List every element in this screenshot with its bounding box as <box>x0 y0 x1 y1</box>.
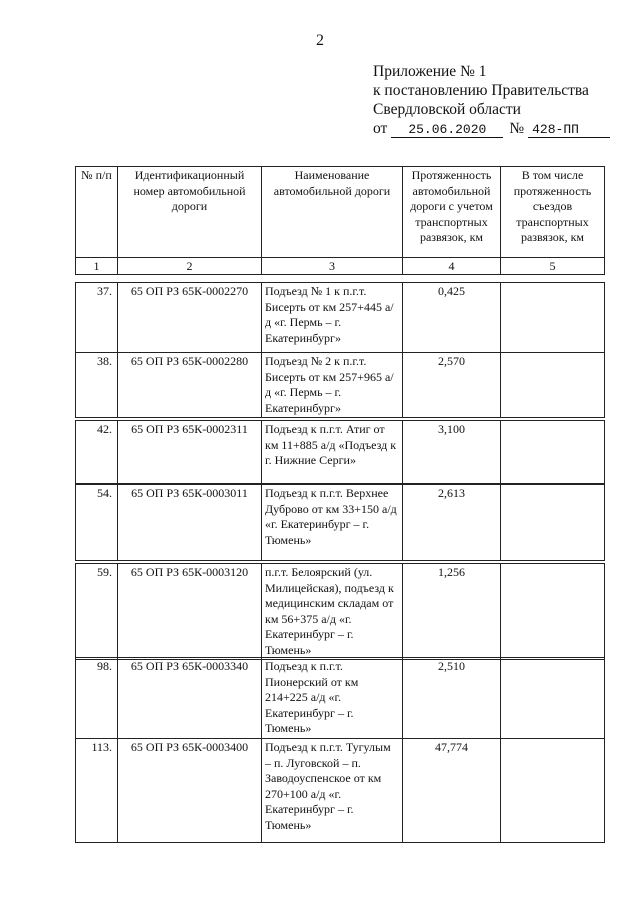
appendix-date-line <box>373 119 610 138</box>
table-row <box>76 564 605 660</box>
roads-table-block <box>75 563 605 660</box>
table-row <box>76 658 605 739</box>
road-length: 3,100 <box>403 421 501 484</box>
table-row <box>76 485 605 561</box>
road-id: 65 ОП РЗ 65К-0003120 <box>118 564 262 660</box>
road-length: 0,425 <box>403 283 501 353</box>
column-number: 2 <box>118 258 262 275</box>
from-label: от <box>373 120 388 137</box>
road-id: 65 ОП РЗ 65К-0003011 <box>118 485 262 561</box>
page-number: 2 <box>316 32 324 49</box>
row-number: 98. <box>76 658 118 739</box>
header-id: Идентификационный номер автомобильной дороги <box>118 167 262 258</box>
row-number: 54. <box>76 485 118 561</box>
column-number: 1 <box>76 258 118 275</box>
road-name: Подъезд к п.г.т. Атиг от км 11+885 а/д «Подъезд к г. Нижние Серги» <box>262 421 403 484</box>
road-name: Подъезд к п.г.т. Тугулым – п. Луговской – п. Заводоуспенское от км 270+100 а/д «г. Екатеринбург – г. Тюмень» <box>262 739 403 843</box>
header-num: № п/п <box>76 167 118 258</box>
appendix-resolution: к постановлению Правительства <box>373 82 589 99</box>
ramps-length <box>501 421 605 484</box>
road-length: 2,570 <box>403 353 501 418</box>
road-name: Подъезд к п.г.т. Верхнее Дуброво от км 33+150 а/д «г. Екатеринбург – г. Тюмень» <box>262 485 403 561</box>
resolution-number: 428-ПП <box>528 122 610 138</box>
header-name: Наименование автомобильной дороги <box>262 167 403 258</box>
road-id: 65 ОП РЗ 65К-0003400 <box>118 739 262 843</box>
table-row <box>76 283 605 353</box>
table-header-row <box>76 167 605 258</box>
roads-table-block <box>75 657 605 739</box>
road-length: 47,774 <box>403 739 501 843</box>
road-name: Подъезд № 1 к п.г.т. Бисерть от км 257+445 а/д «г. Пермь – г. Екатеринбург» <box>262 283 403 353</box>
road-name: п.г.т. Белоярский (ул. Милицейская), подъезд к медицинским складам от км 56+375 а/д «г. Екатеринбург – г. Тюмень» <box>262 564 403 660</box>
ramps-length <box>501 353 605 418</box>
ramps-length <box>501 564 605 660</box>
road-id: 65 ОП РЗ 65К-0002270 <box>118 283 262 353</box>
road-id: 65 ОП РЗ 65К-0002311 <box>118 421 262 484</box>
column-number: 4 <box>403 258 501 275</box>
row-number: 38. <box>76 353 118 418</box>
appendix-header <box>373 62 610 138</box>
table-row <box>76 353 605 418</box>
road-name: Подъезд № 2 к п.г.т. Бисерть от км 257+965 а/д «г. Пермь – г. Екатеринбург» <box>262 353 403 418</box>
appendix-region: Свердловской области <box>373 101 521 118</box>
header-ramps: В том числе протяженность съездов транспортных развязок, км <box>501 167 605 258</box>
row-number: 59. <box>76 564 118 660</box>
roads-table <box>75 166 605 275</box>
roads-table-block <box>75 484 605 561</box>
table-row <box>76 739 605 843</box>
roads-table-block <box>75 420 605 484</box>
ramps-length <box>501 283 605 353</box>
row-number: 42. <box>76 421 118 484</box>
number-label: № <box>509 120 525 137</box>
road-length: 1,256 <box>403 564 501 660</box>
road-id: 65 ОП РЗ 65К-0003340 <box>118 658 262 739</box>
row-number: 37. <box>76 283 118 353</box>
ramps-length <box>501 485 605 561</box>
row-number: 113. <box>76 739 118 843</box>
table-row <box>76 421 605 484</box>
road-length: 2,510 <box>403 658 501 739</box>
roads-table-block <box>75 282 605 418</box>
resolution-date: 25.06.2020 <box>391 122 503 138</box>
roads-table-block <box>75 738 605 843</box>
road-length: 2,613 <box>403 485 501 561</box>
road-name: Подъезд к п.г.т. Пионерский от км 214+225 а/д «г. Екатеринбург – г. Тюмень» <box>262 658 403 739</box>
column-number: 3 <box>262 258 403 275</box>
column-number-row <box>76 258 605 275</box>
road-id: 65 ОП РЗ 65К-0002280 <box>118 353 262 418</box>
appendix-title: Приложение № 1 <box>373 63 487 80</box>
column-number: 5 <box>501 258 605 275</box>
header-length: Протяженность автомобильной дороги с учетом транспортных развязок, км <box>403 167 501 258</box>
ramps-length <box>501 658 605 739</box>
ramps-length <box>501 739 605 843</box>
